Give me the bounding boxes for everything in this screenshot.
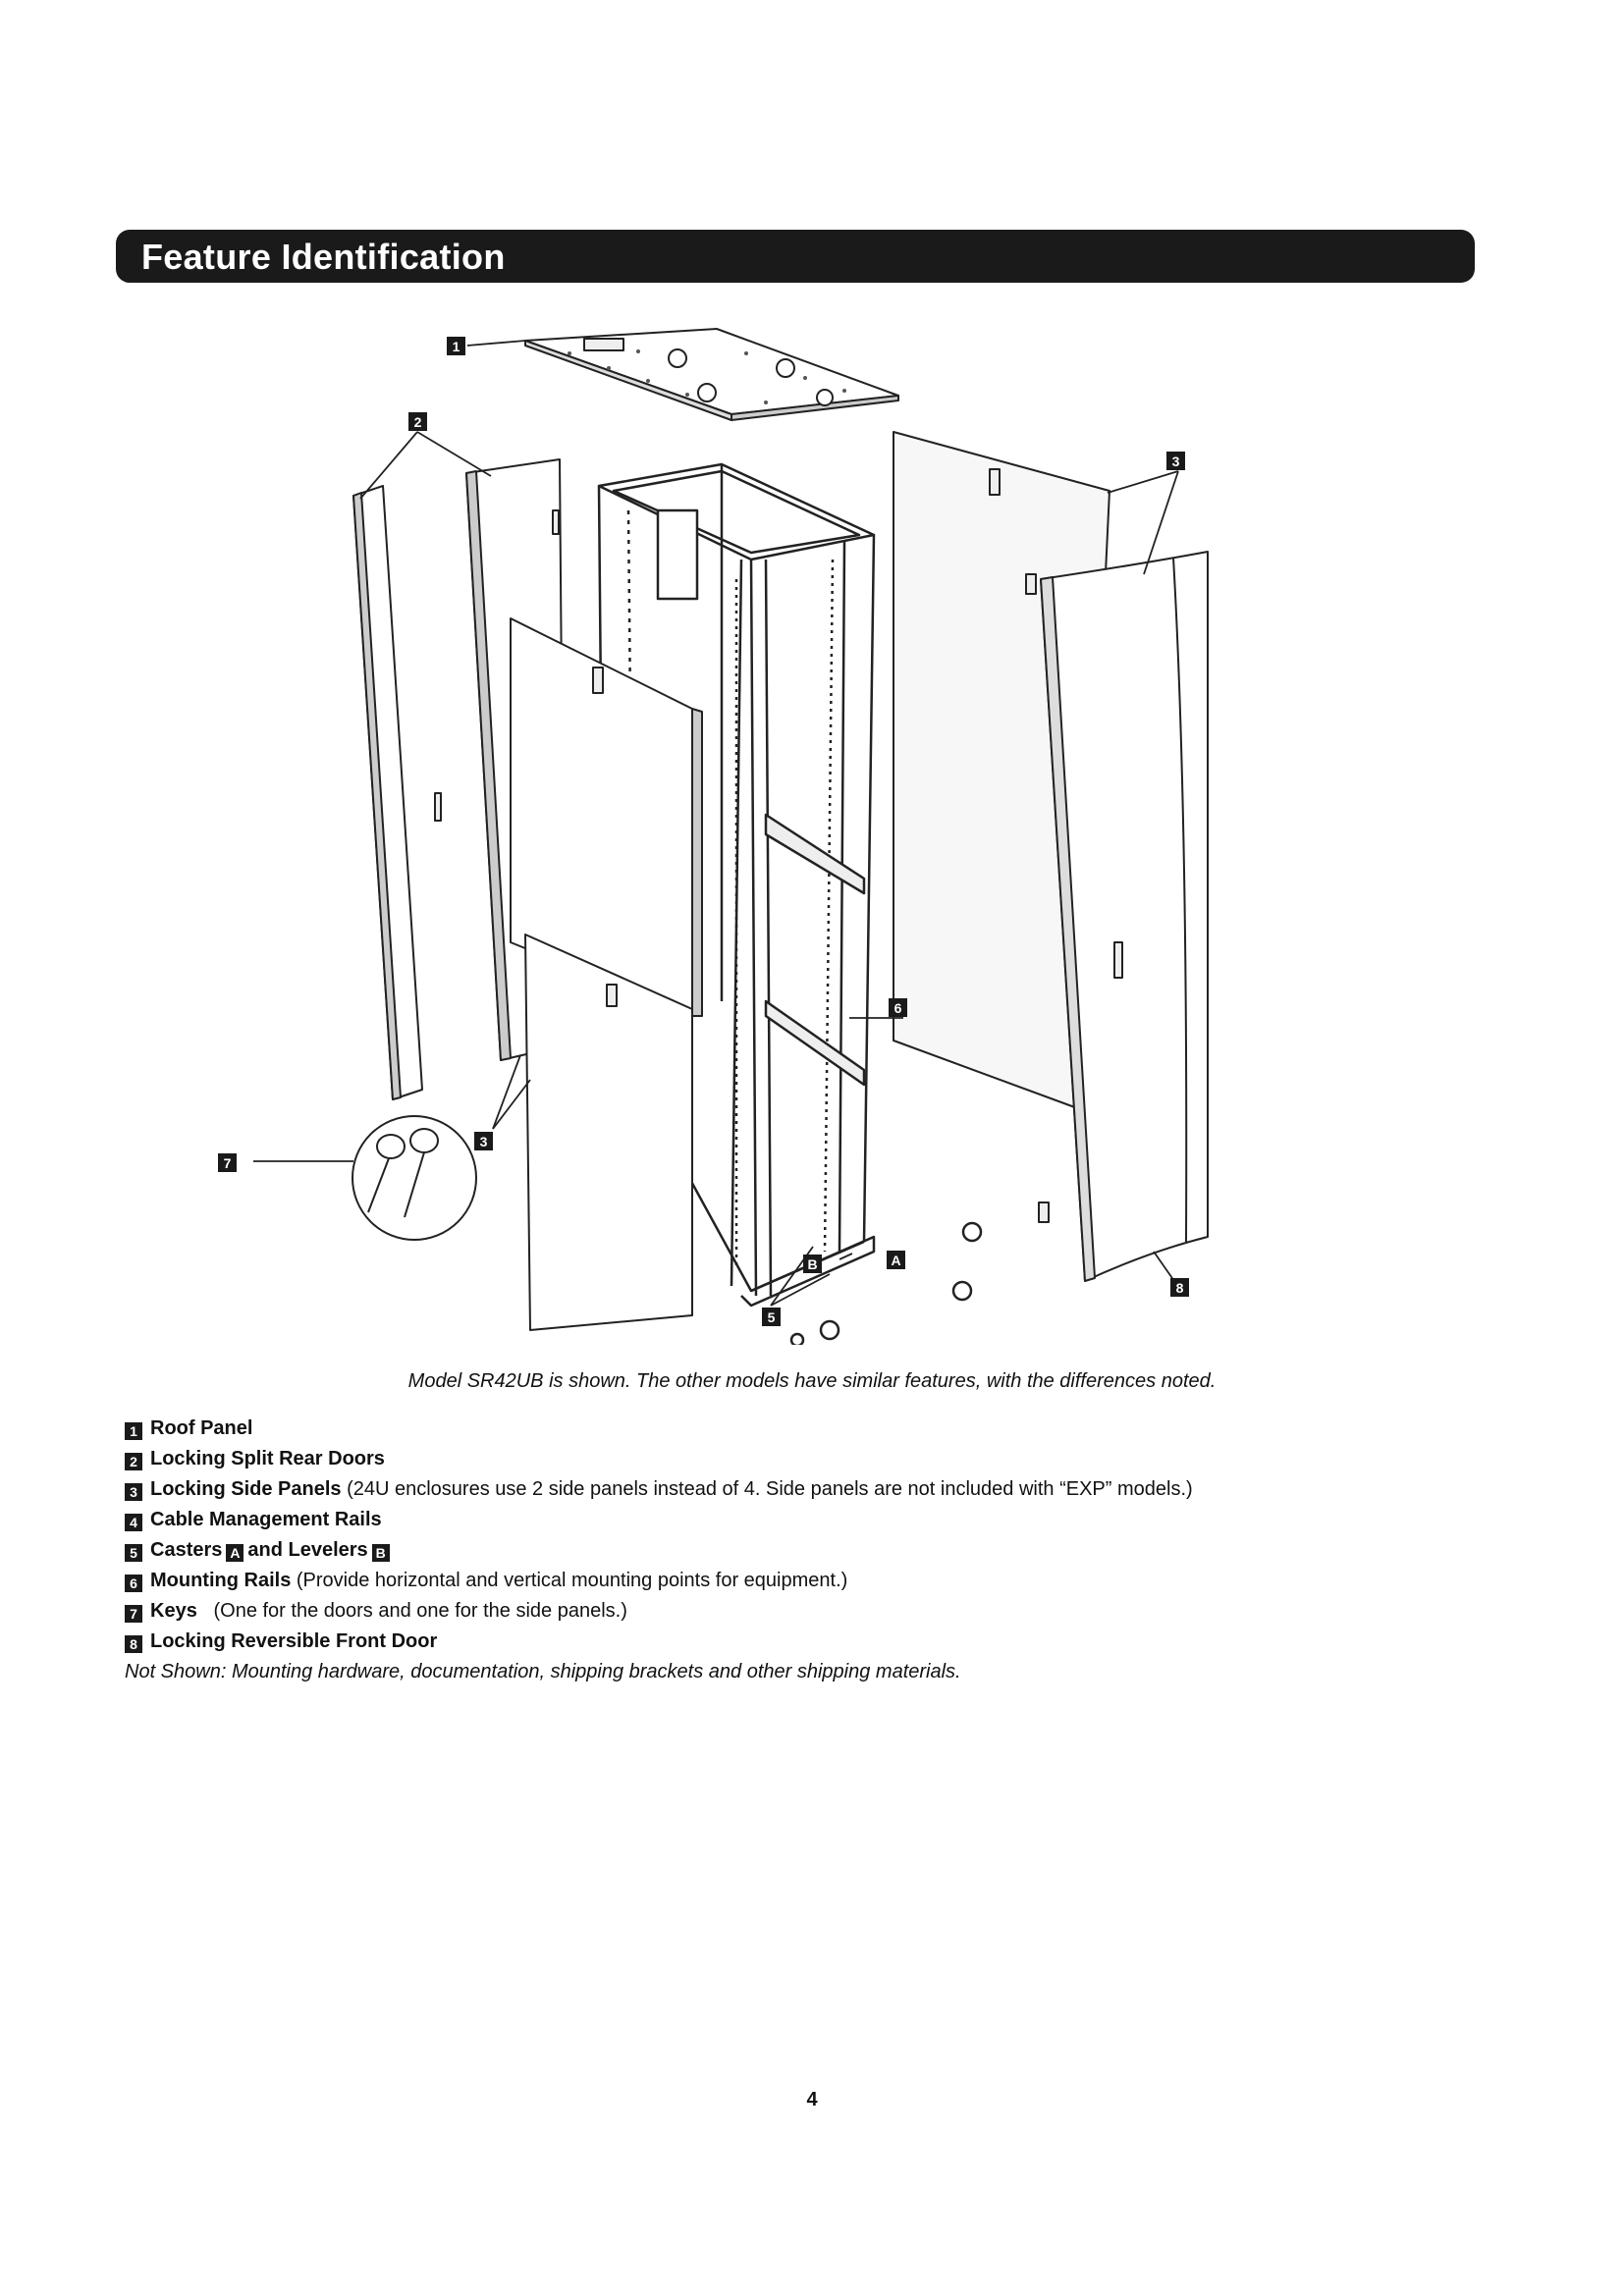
number-badge: 8 bbox=[125, 1635, 142, 1653]
section-header bbox=[116, 230, 1475, 283]
letter-badge-b: B bbox=[372, 1544, 390, 1562]
svg-text:3: 3 bbox=[479, 1134, 488, 1149]
roof-panel-illustration bbox=[525, 329, 898, 420]
callout-1 bbox=[447, 337, 465, 355]
side-panels-illustration bbox=[511, 618, 702, 1330]
legend-item-keys: 7 Keys (One for the doors and one for the side panels.) bbox=[125, 1596, 1519, 1627]
svg-text:8: 8 bbox=[1175, 1280, 1184, 1296]
callout-2 bbox=[408, 412, 427, 431]
callout-A bbox=[887, 1251, 905, 1269]
page-number: 4 bbox=[806, 2089, 818, 2110]
number-badge: 5 bbox=[125, 1544, 142, 1562]
legend-item-roof-panel: 1 Roof Panel bbox=[125, 1414, 1519, 1444]
callout-7 bbox=[218, 1153, 237, 1172]
callout-6 bbox=[889, 998, 907, 1017]
page-title: Feature Identification bbox=[141, 237, 506, 277]
callout-3-right bbox=[1166, 452, 1185, 470]
svg-text:2: 2 bbox=[413, 414, 422, 430]
not-shown-note: Not Shown: Mounting hardware, documentation, shipping brackets and other shipping materials. bbox=[125, 1661, 961, 1682]
svg-text:A: A bbox=[891, 1253, 901, 1268]
legend-item-side-panels: 3 Locking Side Panels (24U enclosures use 2 side panels instead of 4. Side panels are not included with “EXP” models.) bbox=[125, 1474, 1519, 1505]
svg-text:7: 7 bbox=[223, 1155, 232, 1171]
legend-item-mounting-rails: 6 Mounting Rails (Provide horizontal and vertical mounting points for equipment.) bbox=[125, 1566, 1519, 1596]
legend-item-cable-rails: 4 Cable Management Rails bbox=[125, 1505, 1519, 1535]
keys-inset-illustration bbox=[352, 1116, 476, 1240]
svg-text:6: 6 bbox=[893, 1000, 902, 1016]
legend-item-casters: 5 Casters A and Levelers B bbox=[125, 1535, 1519, 1566]
callout-8 bbox=[1170, 1278, 1189, 1297]
number-badge: 2 bbox=[125, 1453, 142, 1470]
feature-legend bbox=[125, 1414, 1519, 1687]
callout-5 bbox=[762, 1308, 781, 1326]
callout-B bbox=[803, 1255, 822, 1273]
legend-item-rear-doors: 2 Locking Split Rear Doors bbox=[125, 1444, 1519, 1474]
svg-text:5: 5 bbox=[767, 1309, 776, 1325]
number-badge: 6 bbox=[125, 1575, 142, 1592]
number-badge: 3 bbox=[125, 1483, 142, 1501]
number-badge: 4 bbox=[125, 1514, 142, 1531]
number-badge: 1 bbox=[125, 1422, 142, 1440]
svg-text:3: 3 bbox=[1171, 454, 1180, 469]
callout-3-left bbox=[474, 1132, 493, 1150]
figure-caption: Model SR42UB is shown. The other models have similar features, with the differences noted. bbox=[407, 1370, 1217, 1392]
legend-item-front-door: 8 Locking Reversible Front Door bbox=[125, 1627, 1519, 1657]
svg-text:1: 1 bbox=[452, 339, 460, 354]
number-badge: 7 bbox=[125, 1605, 142, 1623]
letter-badge-a: A bbox=[226, 1544, 244, 1562]
svg-text:B: B bbox=[807, 1256, 818, 1272]
rack-exploded-diagram bbox=[196, 324, 1316, 1345]
